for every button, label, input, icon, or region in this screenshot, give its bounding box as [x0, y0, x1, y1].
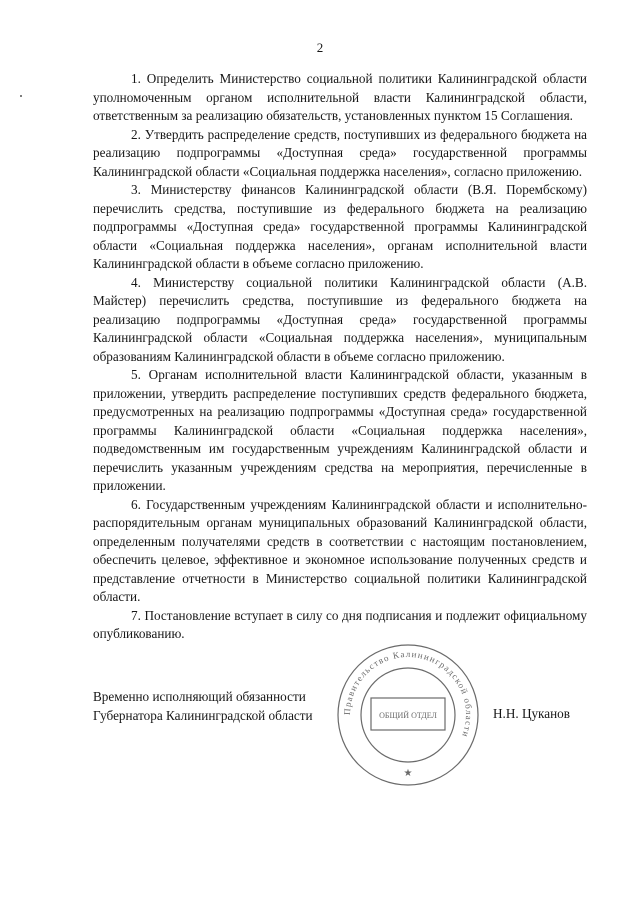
official-seal — [333, 640, 483, 790]
scan-speck — [20, 95, 22, 97]
paragraph-1: 1. Определить Министерство социальной политики Калининградской области уполномоченным органом исполнительной власти Калининградской области, ответственным за реализацию обязательств, установленных пунктом 15 Соглашения. — [93, 71, 587, 123]
paragraph-6: 6. Государственным учреждениям Калининградской области и исполнительно-распорядительным органам муниципальных образований Калининградской области, определенным получателями средств в соответствии с настоящим постановлением, обеспечить целевое, эффективное и экономное использование полученных средств и представление отчетности в Министерство социальной политики Калининградской области. — [93, 496, 587, 604]
paragraph-2: 2. Утвердить распределение средств, поступивших из федерального бюджета на реализацию подпрограммы «Доступная среда» государственной программы Калининградской области «Социальная поддержка населения», согласно приложению. — [93, 126, 587, 179]
paragraph-4: 4. Министерству социальной политики Калининградской области (А.В. Майстер) перечислить средства, поступившие из федерального бюджета на реализацию подпрограммы «Доступная среда» государственной программы Калининградской области «Социальная поддержка населения», муниципальным образованиям Калининградской области в объеме согласно приложению. — [93, 274, 587, 364]
signer-name: Н.Н. Цуканов — [493, 706, 570, 721]
seal-inner-text: ОБЩИЙ ОТДЕЛ — [379, 711, 437, 720]
seal-star-icon: ★ — [403, 768, 413, 779]
signature-position-line-2: Губернатора Калининградской области — [93, 707, 313, 723]
decree-body — [93, 70, 587, 644]
signature-position-line-1: Временно исполняющий обязанности — [93, 689, 306, 704]
seal-outer-text-path: Правительство Калининградской области — [341, 648, 475, 740]
page-number: 2 — [316, 40, 324, 55]
paragraph-5: 5. Органам исполнительной власти Калининградской области, указанным в приложении, утвердить распределение поступивших средств федерального бюджета, предусмотренных на реализацию подпрограммы «Доступная среда» государственной программы Калининградской области «Социальная поддержка населения», подведомственным им государственным учреждениям Калининградской области и перечислить указанным учреждениям средства на мероприятия, перечисленные в приложении. — [93, 367, 587, 493]
signature-position — [93, 688, 313, 725]
paragraph-7: 7. Постановление вступает в силу со дня подписания и подлежит официальному опубликованию. — [93, 607, 587, 641]
paragraph-3: 3. Министерству финансов Калининградской области (В.Я. Порембскому) перечислить средства, поступившие из федерального бюджета на реализацию подпрограммы «Доступная среда» государственной программы Калининградской области «Социальная поддержка населения», органам исполнительной власти Калининградской области в объеме согласно приложению. — [93, 182, 587, 271]
